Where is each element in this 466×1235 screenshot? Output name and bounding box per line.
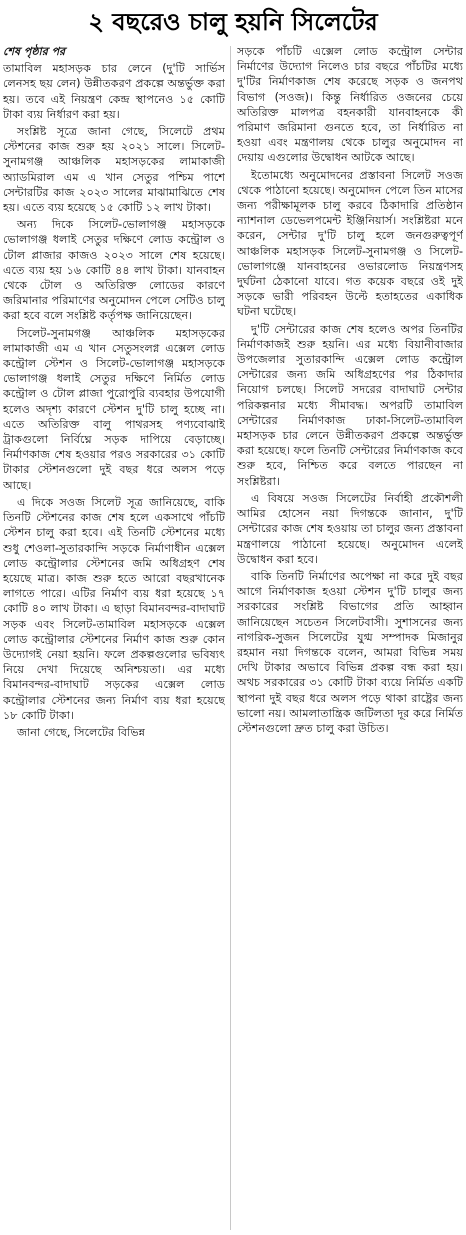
paragraph: এ দিকে সওজ সিলেট সূত্র জানিয়েছে, বাকি তিনটি স্টেশনের কাজ শেষ হলে একসাথে পাঁচটি স্টেশন চালু করা হবে। এই তিনটি স্টেশনের মধ্যে শুধু শেওলা-সুতারকান্দি সড়কে নির্মাণাধীন এক্সেল লোড কন্ট্রোলার স্টেশনের জমি অধিগ্রহণ শেষ হয়েছে মাত্র। কাজ শুরু হতে আরো বছরখানেক লাগতে পারে। এটির নির্মাণ ব্যয় ধরা হয়েছে ১৭ কোটি ৪০ লাখ টাকা। এ ছাড়া বিমানবন্দর-বাদাঘাট সড়ক এবং সিলেট-তামাবিল মহাসড়কে এক্সেল লোড কন্ট্রোলার স্টেশনের নির্মাণ কাজ শুরু কোন উদ্যোগই নেয়া হয়নি। ফলে প্রকল্পগুলোর ভবিষ্যৎ নিয়ে দেখা দিয়েছে অনিশ্চয়তা। এর মধ্যে বিমানবন্দর-বাদাঘাট সড়কের এক্সেল লোড কন্ট্রোলার স্টেশনের জন্য নির্মাণ ব্যয় ধরা হয়েছে ১৮ কোটি টাকা। — [3, 495, 225, 722]
paragraph: সিলেট-সুনামগঞ্জ আঞ্চলিক মহাসড়কের লামাকাজী এম এ খান সেতুসংলগ্ন এক্সেল লোড কন্ট্রোল স্টেশন ও সিলেট-ভোলাগঞ্জ মহাসড়কে ভোলাগঞ্জ ধলাই সেতুর দক্ষিণে নির্মিত লোড কন্ট্রোল ও টোল প্লাজা পুরোপুরি ব্যবহার উপযোগী হলেও অদৃশ্য কারণে স্টেশন দু'টি চালু হচ্ছে না। এতে অতিরিক্ত বালু পাথরসহ পণ্যবোঝাই ট্রাকগুলো নির্বিঘ্নে সড়ক দাপিয়ে বেড়াচ্ছে। নির্মাণকাজ শেষ হওয়ার পরও সরকারের ৩১ কোটি টাকার স্টেশনগুলো দুই বছর ধরে অলস পড়ে আছে। — [3, 326, 225, 492]
paragraph: অন্য দিকে সিলেট-ভোলাগঞ্জ মহাসড়কে ভোলাগঞ্জ ধলাই সেতুর দক্ষিণে লোড কন্ট্রোল ও টোল প্লাজার কাজও ২০২৩ সালে শেষ হয়েছে। এতে ব্যয় হয় ১৬ কোটি ৪৪ লাখ টাকা। যানবাহন থেকে টোল ও অতিরিক্ত লোডের কারণে জরিমানার পরিমাণের অনুমোদন পেলে সেটিও চালু করা হবে বলে সংশ্লিষ্ট কর্তৃপক্ষ জানিয়েছেন। — [3, 218, 225, 323]
continued-from-label: শেষ পৃষ্ঠার পর — [3, 45, 66, 58]
paragraph: দু'টি সেন্টারের কাজ শেষ হলেও অপর তিনটির নির্মাণকাজই শুরু হয়নি। এর মধ্যে বিয়ানীবাজার উপজেলার সুতারকান্দি এক্সেল লোড কন্ট্রোল সেন্টারের জন্য জমি অধিগ্রহণের পর ঠিকাদার নিয়োগ চলছে। সিলেট সদরের বাদাঘাট সেন্টার পরিকল্পনার মধ্যে সীমাবদ্ধ। অপরটি তামাবিল সেন্টারের নির্মাণকাজ ঢাকা-সিলেট-তামাবিল মহাসড়ক চার লেনে উন্নীতকরণ প্রকল্পে অন্তর্ভুক্ত করা হয়েছে। ফলে তিনটি সেন্টারের নির্মাণকাজ কবে শুরু হবে, নিশ্চিত করে বলতে পারছেন না সংশ্লিষ্টরা। — [237, 322, 463, 488]
paragraph: এ বিষয়ে সওজ সিলেটের নির্বাহী প্রকৌশলী আমির হোসেন নয়া দিগন্তকে জানান, দু'টি সেন্টারের কাজ শেষ হওয়ায় তা চালুর জন্য প্রস্তাবনা মন্ত্রণালয়ে পাঠানো হয়েছে। অনুমোদন এলেই উদ্বোধন করা হবে। — [237, 491, 463, 566]
paragraph: তামাবিল মহাসড়ক চার লেনে (দু'টি সার্ভিস লেনসহ ছয় লেন) উন্নীতকরণ প্রকল্পে অন্তর্ভুক্ত করা হয়। তবে এই নিয়ন্ত্রণ কেন্দ্র স্থাপনেও ১৫ কোটি টাকা ব্যয় নির্ধারণ করা হয়। — [3, 62, 225, 121]
paragraph: বাকি তিনটি নির্মাণের অপেক্ষা না করে দুই বছর আগে নির্মাণকাজ হওয়া স্টেশন দু'টি চালুর জন্য সরকারের সংশ্লিষ্ট বিভাগের প্রতি আহ্বান জানিয়েছেন সচেতন সিলেটবাসী। সুশাসনের জন্য নাগরিক-সুজন সিলেটের যুগ্ম সম্পাদক মিজানুর রহমান নয়া দিগন্তকে বলেন, আমরা বিভিন্ন সময় দেখি টাকার অভাবে বিভিন্ন প্রকল্প বন্ধ করা হয়। অথচ সরকারের ৩১ কোটি টাকা ব্যয়ে নির্মিত একটি স্থাপনা দুই বছর ধরে অলস পড়ে থাকা রাষ্ট্রের জন্য ভালো নয়। আমলাতান্ত্রিক জটিলতা দূর করে নির্মিত স্টেশনগুলো দ্রুত চালু করা উচিত। — [237, 569, 463, 735]
paragraph: ইতোমধ্যে অনুমোদনের প্রস্তাবনা সিলেট সওজ থেকে পাঠানো হয়েছে। অনুমোদন পেলে তিন মাসের জন্য পরীক্ষামূলক চালু করবে ঠিকাদারি প্রতিষ্ঠান ন্যাশনাল ডেভেলপমেন্ট ইঞ্জিনিয়ার্স। সংশ্লিষ্টরা মনে করেন, সেন্টার দু'টি চালু হলে জনগুরুত্বপূর্ণ আঞ্চলিক মহাসড়ক সিলেট-সুনামগঞ্জ ও সিলেট-ভোলাগঞ্জে যানবাহনের ওভারলোড নিয়ন্ত্রণসহ দুর্ঘটনা ঠেকানো যাবে। গত কয়েক বছরে ওই দুই সড়কে ভারী পরিবহন উল্টে হতাহতের একাধিক ঘটনা ঘটেছে। — [237, 168, 463, 319]
column-divider — [230, 46, 231, 1230]
paragraph: সংশ্লিষ্ট সূত্রে জানা গেছে, সিলেটে প্রথম স্টেশনের কাজ শুরু হয় ২০২১ সালে। সিলেট-সুনামগঞ্জ আঞ্চলিক মহাসড়কের লামাকাজী অ্যাডমিরাল এম এ খান সেতুর পশ্চিম পাশে সেন্টারটির কাজ ২০২৩ সালের মাঝামাঝিতে শেষ হয়। এতে ব্যয় হয়েছে ১৫ কোটি ১২ লাখ টাকা। — [3, 125, 225, 215]
paragraph: সড়কে পাঁচটি এক্সেল লোড কন্ট্রোল সেন্টার নির্মাণের উদ্যোগ নিলেও চার বছরে পাঁচটির মধ্যে দু'টির নির্মাণকাজ শেষ করেছে সড়ক ও জনপথ বিভাগ (সওজ)। কিন্তু নির্ধারিত ওজনের চেয়ে অতিরিক্ত মালপত্র বহনকারী যানবাহনকে কী পরিমাণ জরিমানা গুনতে হবে, তা নির্ধারিত না হওয়া এবং মন্ত্রণালয় থেকে চালুর অনুমোদন না দেয়ায় এগুলোর উদ্বোধন আটকে আছে। — [237, 45, 463, 165]
article-column-right — [237, 44, 463, 1232]
headline: ২ বছরেও চালু হয়নি সিলেটের — [88, 8, 378, 36]
article-column-left — [3, 44, 225, 1232]
paragraph: জানা গেছে, সিলেটের বিভিন্ন — [17, 725, 146, 739]
